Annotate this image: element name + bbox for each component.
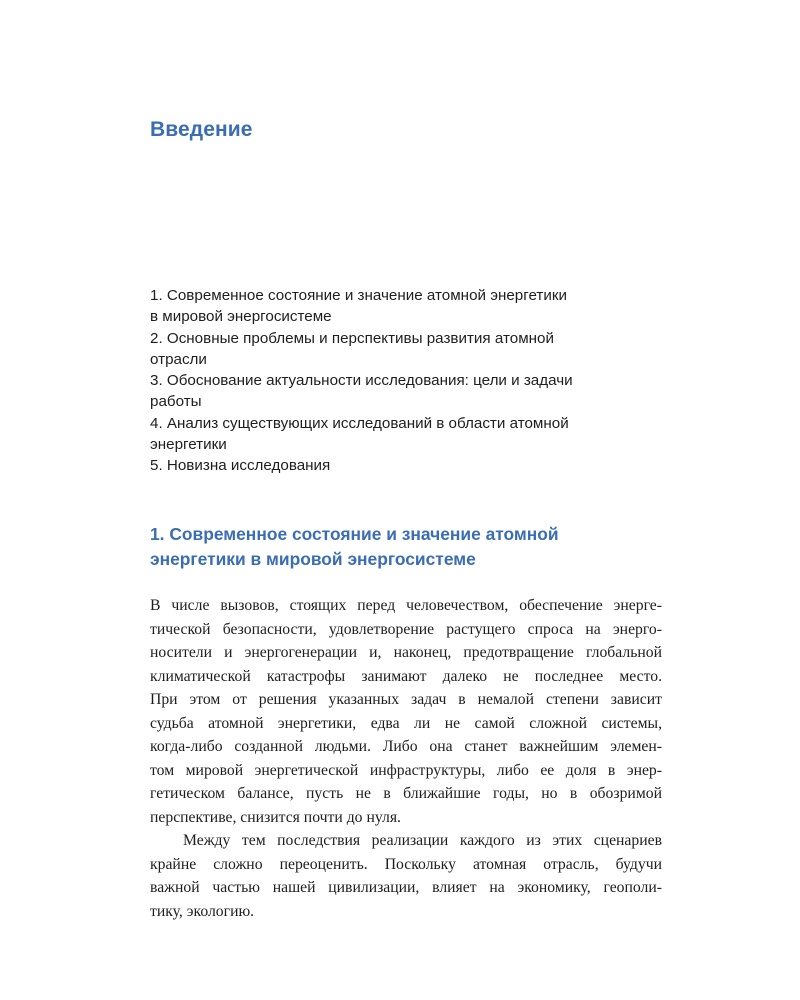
text-line: Между тем последствия реализации каждого из этих сценариев [183,832,662,849]
text-line: гетическом балансе, пусть не в ближайшие годы, но в обозримой [150,785,662,802]
text-line: когда-либо созданной людьми. Либо она станет важнейшим элемен- [150,738,662,755]
paragraph [150,829,662,923]
text-line: тику, экологию. [150,902,255,920]
text-line: тической безопасности, удовлетворение растущего спроса на энерго- [150,620,662,638]
text-line: При этом от решения указанных задач в немалой степени зависит [150,691,662,708]
toc-item [150,370,670,413]
text-line: В числе вызовов, стоящих перед человечеством, обеспечение энерге- [150,597,662,614]
text-line: важной частью нашей цивилизации, влияет на экономику, геополи- [150,879,662,896]
toc-item-line: работы [150,393,202,411]
text-line: носители и энергогенерации и, наконец, предотвращение глобальной [150,644,662,661]
toc-item-line: отрасли [150,350,207,368]
section-heading-line: энергетики в мировой энергосистеме [150,548,476,569]
section-heading [150,522,630,571]
page-title: Введение [150,118,253,141]
toc-item-line: в мировой энергосистеме [150,308,332,326]
text-line: климатической катастрофы занимают далеко не последнее место. [150,667,662,685]
text-line: судьба атомной энергетики, едва ли не самой сложной системы, [150,714,662,732]
section-heading-line: 1. Современное состояние и значение атомной [150,524,559,544]
text-line: перспективе, снизится почти до нуля. [150,808,401,826]
toc-item [150,455,670,476]
toc-item-line: энергетики [150,436,227,454]
toc-item [150,285,670,328]
toc-item-line: 5. Новизна исследования [150,457,331,475]
toc-item [150,328,670,371]
table-of-contents [150,285,670,477]
paragraph [150,594,662,829]
text-line: том мировой энергетической инфраструктуры, либо ее доля в энер- [150,761,662,779]
toc-item-line: 2. Основные проблемы и перспективы развития атомной [150,329,554,347]
toc-item-line: 4. Анализ существующих исследований в области атомной [150,414,569,432]
toc-item-line: 3. Обоснование актуальности исследования: цели и задачи [150,372,573,390]
text-line: крайне сложно переоценить. Поскольку атомная отрасль, будучи [150,855,662,873]
body-text [150,594,662,923]
toc-item [150,413,670,456]
toc-item-line: 1. Современное состояние и значение атомной энергетики [150,287,567,304]
